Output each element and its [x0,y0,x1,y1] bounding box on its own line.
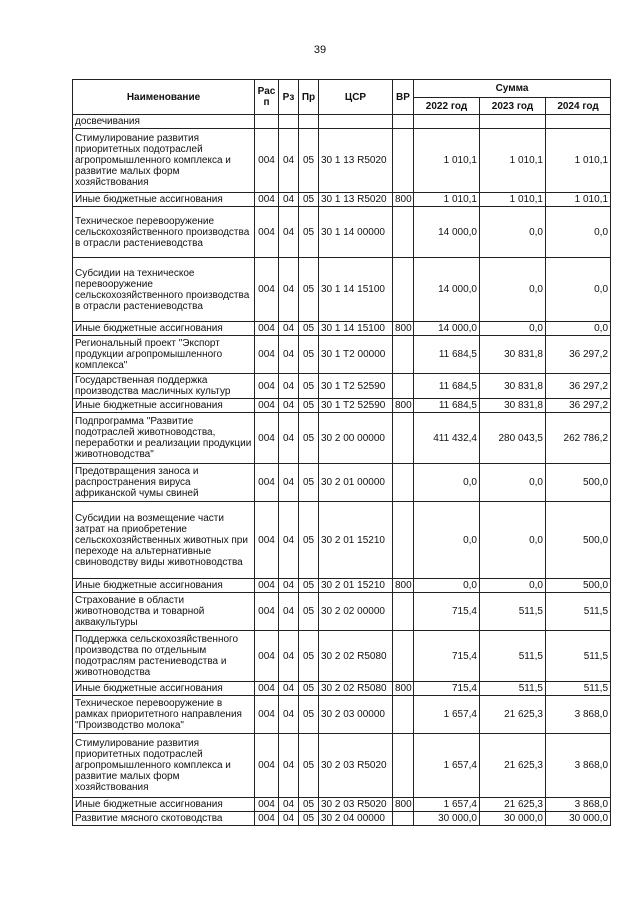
cell-csr: 30 1 13 R5020 [319,129,393,193]
cell-csr: 30 2 01 15210 [319,579,393,593]
cell-rasp: 004 [255,322,279,336]
cell-name: Иные бюджетные ассигнования [73,798,255,812]
cell-2022: 11 684,5 [414,399,480,413]
cell-rz: 04 [279,734,299,798]
cell-rasp: 004 [255,593,279,631]
cell-csr: 30 2 03 00000 [319,696,393,734]
cell-name: Техническое перевооружение в рамках приоритетного направления "Производство молока" [73,696,255,734]
cell-pr [299,115,319,129]
cell-pr: 05 [299,502,319,579]
cell-rz: 04 [279,336,299,374]
cell-vr [393,593,414,631]
cell-name: Иные бюджетные ассигнования [73,322,255,336]
cell-2022: 14 000,0 [414,322,480,336]
cell-rz: 04 [279,322,299,336]
cell-2023: 0,0 [480,258,546,322]
cell-pr: 05 [299,734,319,798]
cell-2022: 11 684,5 [414,336,480,374]
cell-rasp [255,115,279,129]
cell-name: Развитие мясного скотоводства [73,812,255,826]
cell-name: Иные бюджетные ассигнования [73,193,255,207]
cell-2022: 0,0 [414,502,480,579]
cell-vr: 800 [393,798,414,812]
cell-pr: 05 [299,413,319,464]
cell-rz: 04 [279,374,299,399]
cell-pr: 05 [299,696,319,734]
header-pr: Пр [299,80,319,115]
cell-vr [393,207,414,258]
cell-vr [393,336,414,374]
cell-rz: 04 [279,812,299,826]
cell-vr [393,115,414,129]
cell-pr: 05 [299,798,319,812]
cell-2022: 1 010,1 [414,129,480,193]
cell-2022: 1 657,4 [414,798,480,812]
cell-2022: 1 010,1 [414,193,480,207]
cell-csr: 30 1 13 R5020 [319,193,393,207]
cell-2022: 30 000,0 [414,812,480,826]
cell-pr: 05 [299,207,319,258]
cell-rasp: 004 [255,696,279,734]
cell-rasp: 004 [255,129,279,193]
cell-2022: 715,4 [414,682,480,696]
cell-2022: 1 657,4 [414,734,480,798]
cell-2023: 511,5 [480,593,546,631]
cell-2022: 715,4 [414,593,480,631]
table-row [73,734,611,798]
cell-rasp: 004 [255,336,279,374]
cell-2024: 36 297,2 [546,399,611,413]
cell-2023: 0,0 [480,322,546,336]
cell-rasp: 004 [255,413,279,464]
cell-2024: 511,5 [546,631,611,682]
cell-pr: 05 [299,193,319,207]
cell-rasp: 004 [255,631,279,682]
cell-csr: 30 1 14 15100 [319,322,393,336]
header-name: Наименование [73,80,255,115]
cell-rasp: 004 [255,399,279,413]
cell-vr [393,631,414,682]
cell-rz: 04 [279,413,299,464]
cell-2022: 11 684,5 [414,374,480,399]
header-rasp-line1: Рас [257,86,276,97]
page-number: 39 [313,44,327,56]
table-row [73,631,611,682]
cell-2022: 0,0 [414,464,480,502]
cell-2024: 262 786,2 [546,413,611,464]
cell-2024: 3 868,0 [546,798,611,812]
cell-csr: 30 2 04 00000 [319,812,393,826]
cell-name: Предотвращения заноса и распространения вируса африканской чумы свиней [73,464,255,502]
table-row [73,336,611,374]
table-row [73,193,611,207]
cell-name: досвечивания [73,115,255,129]
cell-rasp: 004 [255,207,279,258]
cell-pr: 05 [299,579,319,593]
table-row [73,115,611,129]
cell-2024: 0,0 [546,207,611,258]
cell-rz: 04 [279,579,299,593]
cell-vr [393,374,414,399]
cell-2023: 280 043,5 [480,413,546,464]
header-year-2024: 2024 год [546,98,611,115]
table-row [73,682,611,696]
cell-name: Техническое перевооружение сельскохозяйственного производства в отрасли растениеводства [73,207,255,258]
cell-2022: 14 000,0 [414,258,480,322]
table-row [73,464,611,502]
cell-vr: 800 [393,579,414,593]
cell-2023: 0,0 [480,502,546,579]
header-year-2022: 2022 год [414,98,480,115]
cell-vr [393,734,414,798]
cell-csr: 30 2 03 R5020 [319,798,393,812]
cell-rz: 04 [279,207,299,258]
cell-name: Иные бюджетные ассигнования [73,399,255,413]
cell-2024: 30 000,0 [546,812,611,826]
budget-table [72,79,611,826]
cell-pr: 05 [299,631,319,682]
header-rz: Рз [279,80,299,115]
cell-csr: 30 1 14 15100 [319,258,393,322]
cell-2023: 1 010,1 [480,193,546,207]
table-row [73,258,611,322]
cell-csr: 30 2 03 R5020 [319,734,393,798]
cell-pr: 05 [299,129,319,193]
cell-name: Поддержка сельскохозяйственного производства по отдельным подотраслям растениеводства и животноводства [73,631,255,682]
cell-name: Иные бюджетные ассигнования [73,682,255,696]
header-csr: ЦСР [319,80,393,115]
cell-csr: 30 1 14 00000 [319,207,393,258]
cell-2022: 411 432,4 [414,413,480,464]
cell-csr: 30 2 01 00000 [319,464,393,502]
cell-name: Субсидии на техническое перевооружение сельскохозяйственного производства в отрасли растениеводства [73,258,255,322]
cell-2023: 21 625,3 [480,798,546,812]
cell-vr: 800 [393,682,414,696]
cell-rasp: 004 [255,579,279,593]
cell-vr [393,258,414,322]
cell-csr: 30 1 T2 52590 [319,374,393,399]
cell-rz: 04 [279,696,299,734]
cell-rasp: 004 [255,502,279,579]
cell-csr: 30 2 01 15210 [319,502,393,579]
table-row [73,207,611,258]
cell-rasp: 004 [255,374,279,399]
header-sum: Сумма [414,80,611,98]
cell-rasp: 004 [255,798,279,812]
cell-2023: 0,0 [480,579,546,593]
cell-pr: 05 [299,682,319,696]
cell-csr: 30 2 02 00000 [319,593,393,631]
table-row [73,322,611,336]
cell-2023: 0,0 [480,207,546,258]
cell-2024: 36 297,2 [546,336,611,374]
cell-2022: 715,4 [414,631,480,682]
cell-2023: 511,5 [480,682,546,696]
cell-vr [393,696,414,734]
cell-pr: 05 [299,464,319,502]
table-row [73,502,611,579]
cell-name: Субсидии на возмещение части затрат на приобретение сельскохозяйственных животных при переходе на альтернативные свиноводству виды животноводства [73,502,255,579]
table-body [73,115,611,826]
cell-pr: 05 [299,593,319,631]
cell-name: Стимулирование развития приоритетных подотраслей агропромышленного комплекса и развитие малых форм хозяйствования [73,129,255,193]
cell-2024: 3 868,0 [546,696,611,734]
cell-2023: 0,0 [480,464,546,502]
table-row [73,812,611,826]
cell-csr: 30 1 T2 52590 [319,399,393,413]
cell-csr: 30 2 02 R5080 [319,682,393,696]
header-year-2023: 2023 год [480,98,546,115]
cell-vr: 800 [393,322,414,336]
cell-2024: 511,5 [546,593,611,631]
cell-rasp: 004 [255,812,279,826]
cell-rz: 04 [279,258,299,322]
cell-2023: 30 831,8 [480,374,546,399]
cell-rz: 04 [279,682,299,696]
cell-rz: 04 [279,502,299,579]
cell-name: Стимулирование развития приоритетных подотраслей агропромышленного комплекса и развитие малых форм хозяйствования [73,734,255,798]
cell-2024: 1 010,1 [546,129,611,193]
cell-pr: 05 [299,374,319,399]
table-row [73,696,611,734]
cell-pr: 05 [299,322,319,336]
cell-2024: 500,0 [546,579,611,593]
cell-2022: 1 657,4 [414,696,480,734]
cell-rz: 04 [279,464,299,502]
cell-csr: 30 2 02 R5080 [319,631,393,682]
cell-name: Подпрограмма "Развитие подотраслей животноводства, переработки и реализации продукции животноводства" [73,413,255,464]
cell-2022: 0,0 [414,579,480,593]
cell-pr: 05 [299,812,319,826]
cell-name: Иные бюджетные ассигнования [73,579,255,593]
cell-2023: 511,5 [480,631,546,682]
cell-2024: 500,0 [546,464,611,502]
cell-name: Региональный проект "Экспорт продукции агропромышленного комплекса" [73,336,255,374]
table-row [73,129,611,193]
table-row [73,798,611,812]
cell-2024: 36 297,2 [546,374,611,399]
cell-2024: 0,0 [546,258,611,322]
header-vr: ВР [393,80,414,115]
cell-rz: 04 [279,193,299,207]
cell-csr: 30 2 00 00000 [319,413,393,464]
cell-csr [319,115,393,129]
cell-rz: 04 [279,593,299,631]
cell-2024: 1 010,1 [546,193,611,207]
cell-2023 [480,115,546,129]
cell-pr: 05 [299,258,319,322]
cell-rasp: 004 [255,734,279,798]
cell-vr [393,502,414,579]
cell-rasp: 004 [255,464,279,502]
cell-2023: 1 010,1 [480,129,546,193]
cell-vr: 800 [393,193,414,207]
header-rasp-line2: п [263,97,270,108]
cell-2024: 3 868,0 [546,734,611,798]
cell-rz: 04 [279,631,299,682]
cell-2024: 511,5 [546,682,611,696]
cell-vr [393,413,414,464]
cell-rasp: 004 [255,193,279,207]
cell-2024: 0,0 [546,322,611,336]
cell-rz: 04 [279,399,299,413]
cell-vr [393,464,414,502]
cell-2022 [414,115,480,129]
cell-2024 [546,115,611,129]
cell-2023: 30 831,8 [480,399,546,413]
cell-rasp: 004 [255,258,279,322]
cell-2023: 30 000,0 [480,812,546,826]
cell-2022: 14 000,0 [414,207,480,258]
header-rasp [255,80,279,115]
table-row [73,593,611,631]
cell-2023: 30 831,8 [480,336,546,374]
cell-vr [393,129,414,193]
cell-csr: 30 1 T2 00000 [319,336,393,374]
cell-rz [279,115,299,129]
table-row [73,579,611,593]
cell-vr: 800 [393,399,414,413]
cell-rz: 04 [279,129,299,193]
cell-pr: 05 [299,399,319,413]
cell-name: Государственная поддержка производства масличных культур [73,374,255,399]
table-row [73,374,611,399]
cell-rasp: 004 [255,682,279,696]
cell-vr [393,812,414,826]
cell-pr: 05 [299,336,319,374]
table-row [73,413,611,464]
cell-2024: 500,0 [546,502,611,579]
cell-rz: 04 [279,798,299,812]
table-row [73,399,611,413]
cell-name: Страхование в области животноводства и товарной аквакультуры [73,593,255,631]
cell-2023: 21 625,3 [480,696,546,734]
cell-2023: 21 625,3 [480,734,546,798]
